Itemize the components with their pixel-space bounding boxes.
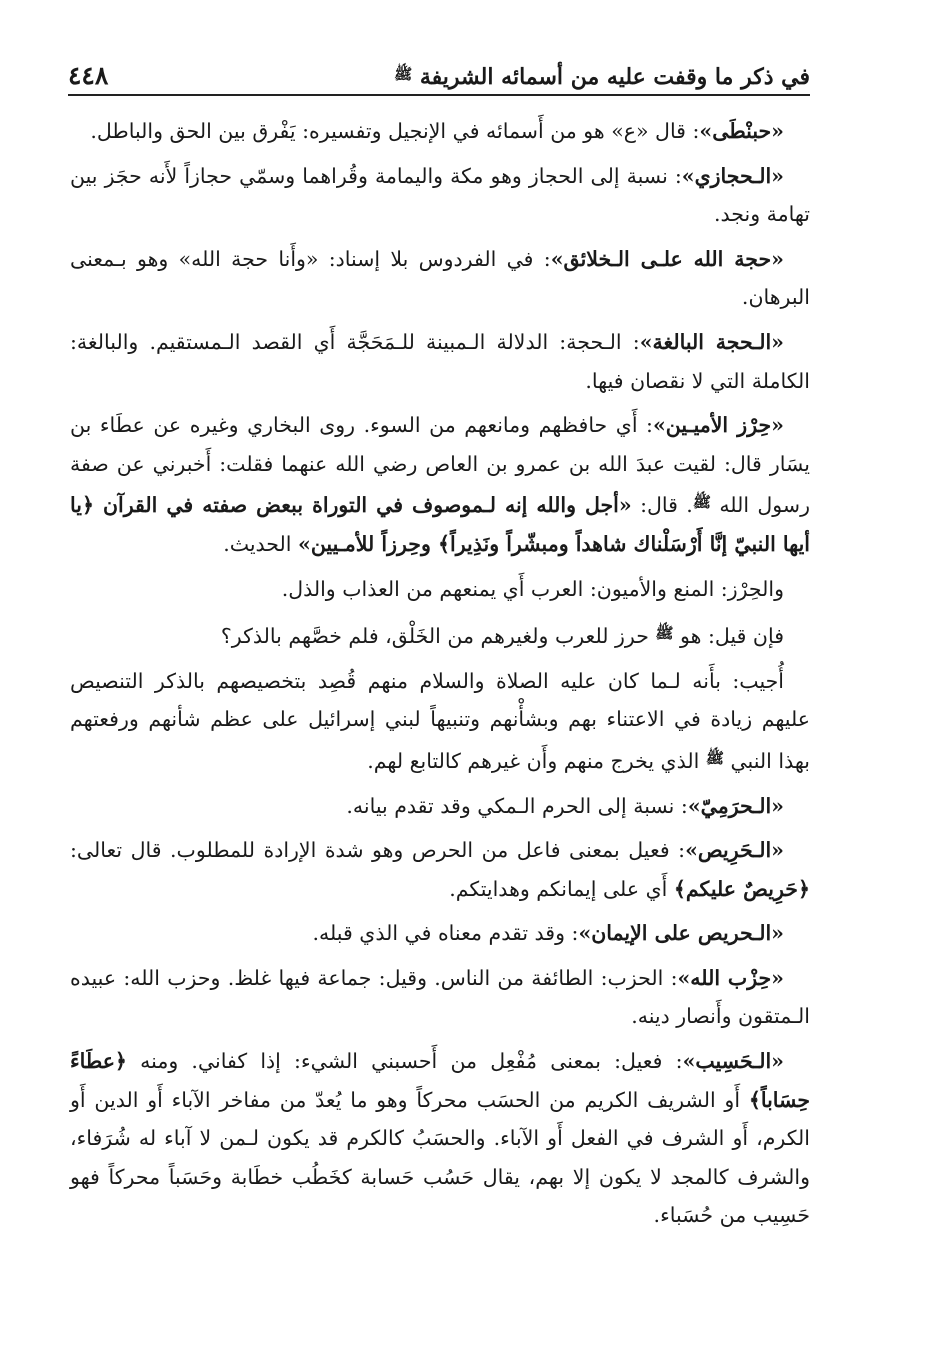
- entry-text: : فعيل: بمعنى مُفْعِل من أَحسبني الشيء: إذا كفاني. ومنه: [126, 1049, 683, 1074]
- entry-haseeb: [70, 1042, 810, 1235]
- entry-text: الذي يخرج منهم وأَن غيرهم كالتابع لهم.: [367, 748, 706, 773]
- entry-text: : نسبة إلى الحرم الـمكي وقد تقدم بيانه.: [346, 793, 688, 818]
- entry-text: أَي على إيمانكم وهدايتكم.: [449, 876, 674, 901]
- entry-text: : وقد تقدم معناه في الذي قبله.: [312, 921, 579, 946]
- entry-text: والحِرْز: المنع والأميون: العرب أَي يمنعهم من العذاب والذل.: [281, 576, 784, 601]
- page-header: [68, 50, 810, 96]
- entry-text: : نسبة إلى الحجاز وهو مكة واليمامة وقُراهما وسمّي حجازاً لأَنه حجَز بين تهامة ونجد.: [70, 163, 810, 227]
- hadith-quote: «أجل والله إنه لـموصوف في التوراة ببعض صفته في القرآن ﴿يا أيها النبيّ إنَّا أَرْسَلْناك شاهداً ومبشّراً ونَذِيراً﴾ وحِرزاً للأمـيين»: [70, 493, 810, 556]
- entry-hizb-allah: [70, 959, 810, 1036]
- quran-quote: ﴿حَرِيصٌ عليكم﴾: [673, 876, 810, 901]
- entry-text: : فعيل بمعنى فاعل من الحرص وهو شدة الإرادة للمطلوب. قال تعالى:: [70, 838, 686, 863]
- paragraph-answer: [70, 662, 810, 781]
- paragraph-hirz-definition: [70, 570, 810, 609]
- entry-text: أَو الشريف الكريم من الحسَب محركاً وهو ما يُعدّ من مفاخر الآباء أَو الدين أَو الكرم، أَو الشرف في الفعل أَو الآباء. والحسَبُ كالكرم قد يكون لـمن لا آباء له شُرَفاء، والشرف كالمجد لا يكون إلا بهم، يقال حَسُب حَسابة كخَطُب خطَابة وحَسَباً محركاً فهو حَسِيب من حُسَباء.: [70, 1087, 810, 1228]
- entry-term: «حجة الله علـى الـخلائق»: [550, 246, 784, 271]
- entry-term: «حِرْز الأميـين»: [652, 413, 784, 438]
- entry-term: «حِزْب الله»: [677, 965, 784, 990]
- entry-harami: [70, 787, 810, 826]
- entry-text: الحديث.: [223, 531, 298, 556]
- running-title: في ذكر ما وقفت عليه من أسمائه الشريفة $^ﷺ$: [394, 64, 810, 90]
- entry-term: «الـحريص على الإيمان»: [578, 921, 784, 946]
- page-body: [70, 112, 810, 1241]
- salla-symbol: ﷺ: [394, 65, 413, 83]
- entry-harees-iman: [70, 914, 810, 953]
- entry-text: : في الفردوس بلا إسناد: «وأَنا حجة الله» وهو بـمعنى البرهان.: [70, 246, 810, 310]
- entry-harees: [70, 831, 810, 908]
- entry-term: «الـحجة البالغة»: [639, 329, 784, 354]
- entry-text: فإن قيل: هو: [673, 624, 784, 649]
- salla-symbol: ﷺ: [705, 748, 724, 767]
- entry-hijazi: [70, 157, 810, 234]
- entry-text: : الـحجة: الدلالة الـمبينة للـمَحَجَّة أَي القصد الـمستقيم. والبالغة: الكاملة التي لا نقصان فيها.: [70, 329, 810, 393]
- page-number: ٤٤٨: [68, 61, 109, 90]
- entry-text: أُجيب: بأَنه لـما كان عليه الصلاة والسلام منهم قُصِد بتخصيصهم بالذكر التنصيص عليهم زيادة في الاعتناء بهم وبشأْنهم وتنبيهاً لبني إسرائيل على عظم شأنهم ورفعتهم بهذا النبي: [70, 668, 810, 773]
- paragraph-question: [70, 614, 810, 656]
- entry-text: : قال «ع» هو من أَسمائه في الإنجيل وتفسيره: يَفْرق بين الحق والباطل.: [90, 119, 700, 143]
- entry-term: «حبنْطَى»: [699, 119, 784, 143]
- entry-hujja-baligha: [70, 323, 810, 400]
- salla-symbol: ﷺ: [692, 493, 711, 512]
- salla-symbol: ﷺ: [655, 624, 674, 643]
- entry-text: : الحزب: الطائفة من الناس. وقيل: جماعة فيها غلظ. وحزب الله: عبيده الـمتقون وأَنصار دينه.: [70, 965, 810, 1029]
- entry-text: : أَي حافظهم ومانعهم من السوء. روى البخاري وغيره عن عطَاء بن يسَار قال: لقيت عبدَ الله بن عمرو بن العاص رضي الله عنهما فقلت: أَخبرني عن صفة رسول الله: [70, 413, 810, 518]
- entry-text: . قال:: [631, 493, 693, 518]
- entry-text: حرز للعرب ولغيرهم من الخَلْق، فلم خصَّهم بالذكر؟: [220, 624, 656, 649]
- entry-term: «الـحَسِيب»: [682, 1049, 784, 1074]
- entry-term: «الـحرَمِيّ»: [687, 793, 784, 818]
- entry-hirz-ummiyyin: [70, 406, 810, 563]
- entry-hujjat-allah: [70, 240, 810, 317]
- quran-quote: ﴿عطَاءً حِسَاباً﴾: [70, 1049, 810, 1112]
- entry-term: «الـحجازي»: [681, 163, 784, 188]
- entry-term: «الـحَرِيص»: [685, 838, 784, 863]
- entry-habanta: [70, 112, 810, 151]
